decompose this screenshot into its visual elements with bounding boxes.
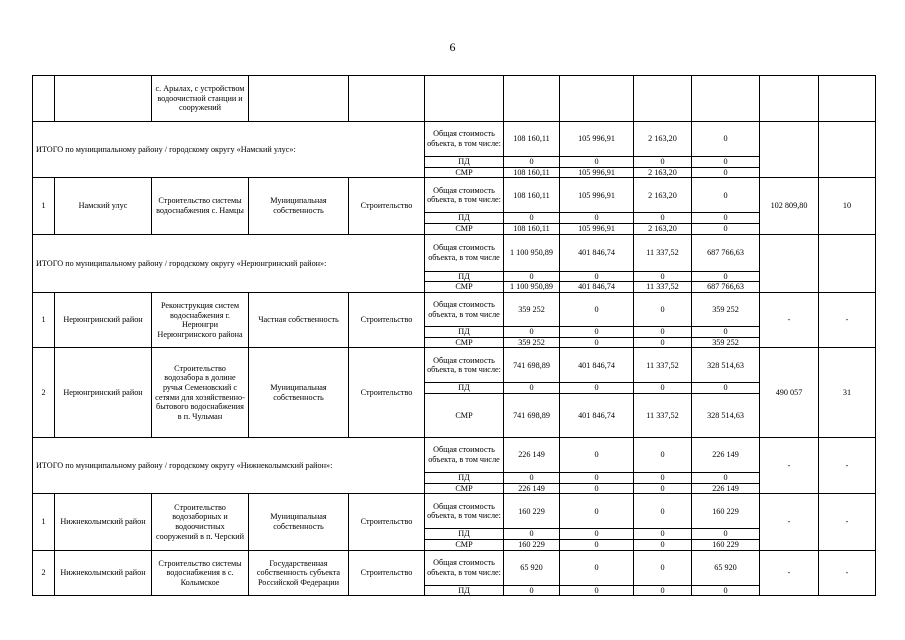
cost-value: 0 (560, 293, 634, 327)
cost-value: 1 100 950,89 (504, 234, 560, 271)
table-row (33, 348, 876, 383)
cost-value: 0 (634, 494, 692, 529)
smr-value: 226 149 (692, 483, 760, 494)
pd-label: ПД (425, 473, 504, 484)
cost-value: 226 149 (692, 438, 760, 473)
smr-value: 0 (692, 224, 760, 235)
smr-label: СМР (425, 224, 504, 235)
smr-value: 401 846,74 (560, 282, 634, 293)
cost-value: 0 (634, 438, 692, 473)
pd-value: 0 (692, 473, 760, 484)
smr-value: 0 (560, 483, 634, 494)
pd-label: ПД (425, 271, 504, 282)
ownership: Государственная собственность субъекта Российской Федерации (249, 550, 349, 596)
cost-label: Общая стоимость объекта, в том числе: (425, 122, 504, 157)
ownership: Муниципальная собственность (249, 348, 349, 438)
pd-value: 0 (692, 585, 760, 596)
smr-value: 105 996,91 (560, 224, 634, 235)
pd-value: 0 (560, 271, 634, 282)
cost-value: 105 996,91 (560, 122, 634, 157)
pd-value: 0 (692, 327, 760, 338)
capacity: - (760, 293, 819, 348)
cost-label: Общая стоимость объекта, в том числе (425, 438, 504, 473)
cost-value: 0 (560, 494, 634, 529)
period: 10 (819, 178, 876, 234)
capacity: - (760, 494, 819, 550)
smr-value: 401 846,74 (560, 394, 634, 438)
cost-value: 401 846,74 (560, 348, 634, 383)
ownership: Частная собственность (249, 293, 349, 348)
pd-label: ПД (425, 213, 504, 224)
work-type: Строительство (349, 348, 425, 438)
cost-label: Общая стоимость объекта, в том числе (425, 293, 504, 327)
investment-table (32, 75, 876, 596)
object-name: с. Арылах, с устройством водоочистной станции и сооружений (152, 76, 249, 122)
period: - (819, 550, 876, 596)
cost-value: 160 229 (504, 494, 560, 529)
pd-value: 0 (634, 473, 692, 484)
smr-value: 226 149 (504, 483, 560, 494)
cost-value: 359 252 (692, 293, 760, 327)
pd-label: ПД (425, 327, 504, 338)
pd-value: 0 (504, 213, 560, 224)
pd-label: ПД (425, 157, 504, 168)
cost-value: 11 337,52 (634, 348, 692, 383)
cost-value: 65 920 (504, 550, 560, 585)
smr-value: 1 100 950,89 (504, 282, 560, 293)
pd-value: 0 (560, 327, 634, 338)
pd-value: 0 (692, 383, 760, 394)
cost-value: 105 996,91 (560, 178, 634, 213)
smr-value: 160 229 (504, 540, 560, 551)
cost-value: 226 149 (504, 438, 560, 473)
table-row (33, 550, 876, 585)
capacity: 102 809,80 (760, 178, 819, 234)
pd-value: 0 (504, 473, 560, 484)
cost-label: Общая стоимость объекта, в том числе: (425, 494, 504, 529)
smr-label: СМР (425, 167, 504, 178)
pd-value: 0 (504, 383, 560, 394)
pd-value: 0 (504, 327, 560, 338)
table-row (33, 293, 876, 327)
row-number: 2 (33, 348, 55, 438)
cost-label: Общая стоимость объекта, в том числе (425, 234, 504, 271)
cost-value: 2 163,20 (634, 122, 692, 157)
object-name: Строительство водозабора в долине ручья Семеновский с сетями для хозяйственно-бытового водоснабжения в п. Чульман (152, 348, 249, 438)
period: - (819, 293, 876, 348)
cost-value: 741 698,89 (504, 348, 560, 383)
pd-label: ПД (425, 585, 504, 596)
pd-value: 0 (692, 271, 760, 282)
period: 31 (819, 348, 876, 438)
municipality: Намский улус (55, 178, 152, 234)
object-name: Строительство системы водоснабжения с. Намцы (152, 178, 249, 234)
smr-label: СМР (425, 483, 504, 494)
capacity: 490 057 (760, 348, 819, 438)
smr-value: 0 (634, 483, 692, 494)
pd-value: 0 (634, 271, 692, 282)
object-name: Строительство системы водоснабжения в с. Колымское (152, 550, 249, 596)
pd-value: 0 (504, 585, 560, 596)
row-number: 1 (33, 178, 55, 234)
total-label: ИТОГО по муниципальному району / городскому округу «Нижнеколымский район»: (33, 438, 425, 494)
pd-value: 0 (560, 473, 634, 484)
pd-value: 0 (634, 213, 692, 224)
row-number: 2 (33, 550, 55, 596)
municipality: Нижнеколымский район (55, 494, 152, 550)
total-label: ИТОГО по муниципальному району / городскому округу «Нерюнгринский район»: (33, 234, 425, 292)
pd-value: 0 (692, 157, 760, 168)
table-row (33, 76, 876, 122)
pd-value: 0 (504, 157, 560, 168)
pd-value: 0 (560, 585, 634, 596)
pd-value: 0 (560, 383, 634, 394)
pd-value: 0 (560, 213, 634, 224)
smr-value: 11 337,52 (634, 282, 692, 293)
smr-value: 11 337,52 (634, 394, 692, 438)
cost-value: 687 766,63 (692, 234, 760, 271)
pd-value: 0 (560, 157, 634, 168)
cost-value: 108 160,11 (504, 122, 560, 157)
row-number: 1 (33, 494, 55, 550)
smr-value: 0 (692, 167, 760, 178)
smr-value: 687 766,63 (692, 282, 760, 293)
smr-label: СМР (425, 282, 504, 293)
row-number: 1 (33, 293, 55, 348)
pd-value: 0 (692, 529, 760, 540)
smr-value: 2 163,20 (634, 167, 692, 178)
total-row (33, 122, 876, 157)
cost-value: 401 846,74 (560, 234, 634, 271)
cost-value: 0 (634, 550, 692, 585)
table-row (33, 494, 876, 529)
period: - (819, 494, 876, 550)
municipality: Нижнеколымский район (55, 550, 152, 596)
ownership: Муниципальная собственность (249, 494, 349, 550)
cost-value: 65 920 (692, 550, 760, 585)
smr-value: 160 229 (692, 540, 760, 551)
work-type: Строительство (349, 550, 425, 596)
cost-value: 328 514,63 (692, 348, 760, 383)
pd-label: ПД (425, 383, 504, 394)
smr-label: СМР (425, 394, 504, 438)
cost-value: 11 337,52 (634, 234, 692, 271)
cost-value: 0 (692, 178, 760, 213)
pd-value: 0 (504, 529, 560, 540)
cost-value: 108 160,11 (504, 178, 560, 213)
period: - (819, 438, 876, 494)
cost-value: 0 (560, 550, 634, 585)
municipality: Нерюнгринский район (55, 293, 152, 348)
smr-value: 0 (560, 540, 634, 551)
pd-value: 0 (634, 529, 692, 540)
cost-label: Общая стоимость объекта, в том числе: (425, 178, 504, 213)
smr-value: 359 252 (692, 337, 760, 348)
pd-value: 0 (504, 271, 560, 282)
cost-value: 2 163,20 (634, 178, 692, 213)
pd-label: ПД (425, 529, 504, 540)
cost-value: 0 (692, 122, 760, 157)
smr-value: 0 (560, 337, 634, 348)
pd-value: 0 (634, 585, 692, 596)
smr-value: 0 (634, 540, 692, 551)
smr-value: 105 996,91 (560, 167, 634, 178)
pd-value: 0 (692, 213, 760, 224)
smr-label: СМР (425, 540, 504, 551)
smr-value: 0 (634, 337, 692, 348)
capacity: - (760, 550, 819, 596)
cost-value: 0 (634, 293, 692, 327)
cost-value: 0 (560, 438, 634, 473)
cost-value: 160 229 (692, 494, 760, 529)
smr-value: 741 698,89 (504, 394, 560, 438)
pd-value: 0 (560, 529, 634, 540)
total-row (33, 438, 876, 473)
smr-value: 108 160,11 (504, 224, 560, 235)
smr-label: СМР (425, 337, 504, 348)
page-number: 6 (449, 40, 456, 54)
cost-value: 359 252 (504, 293, 560, 327)
work-type: Строительство (349, 293, 425, 348)
smr-value: 2 163,20 (634, 224, 692, 235)
smr-value: 328 514,63 (692, 394, 760, 438)
pd-value: 0 (634, 157, 692, 168)
total-label: ИТОГО по муниципальному району / городскому округу «Намский улус»: (33, 122, 425, 178)
work-type: Строительство (349, 494, 425, 550)
cost-label: Общая стоимость объекта, в том числе: (425, 348, 504, 383)
pd-value: 0 (634, 327, 692, 338)
municipality: Нерюнгринский район (55, 348, 152, 438)
cost-label: Общая стоимость объекта, в том числе: (425, 550, 504, 585)
work-type: Строительство (349, 178, 425, 234)
object-name: Строительство водозаборных и водоочистных сооружений в п. Черский (152, 494, 249, 550)
smr-value: 108 160,11 (504, 167, 560, 178)
smr-value: 359 252 (504, 337, 560, 348)
capacity: - (760, 438, 819, 494)
pd-value: 0 (634, 383, 692, 394)
table-row (33, 178, 876, 213)
object-name: Реконструкция систем водоснабжения г. Нерюнгри Нерюнгринского района (152, 293, 249, 348)
total-row (33, 234, 876, 271)
ownership: Муниципальная собственность (249, 178, 349, 234)
